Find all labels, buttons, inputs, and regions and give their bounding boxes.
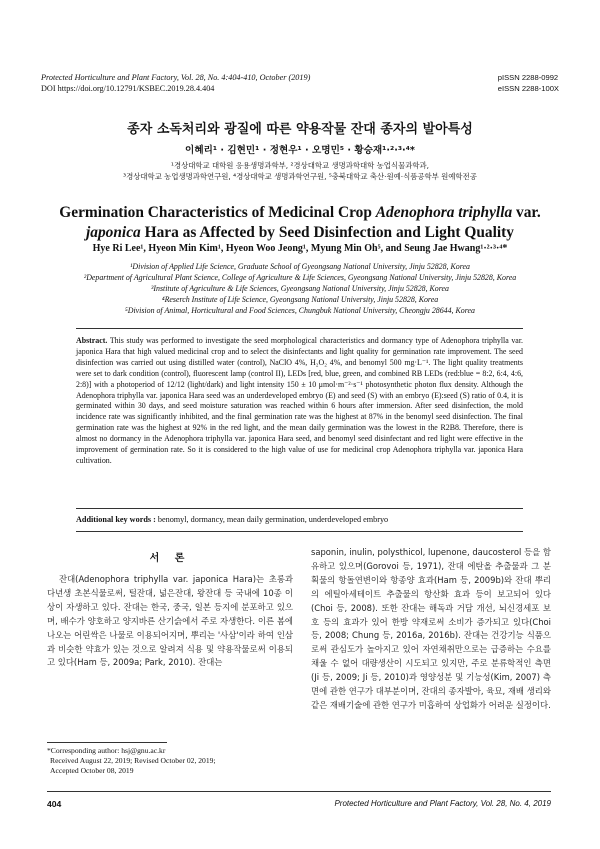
korean-title: 종자 소독처리와 광질에 따른 약용작물 잔대 종자의 발아특성 (127, 122, 473, 137)
footer-journal: Protected Horticulture and Plant Factory, Vol. 28, No. 4, 2019 (334, 799, 551, 808)
footnote (47, 746, 307, 776)
english-affiliation-4: ⁴Reserch Institute of Life Science, Gyeongsang National University, Jinju 52828, Korea (161, 295, 439, 304)
english-affiliation-2: ²Department of Agricultural Plant Science, College of Agriculture & Life Sciences, Gyeongsang National University, Jinju 52828, Korea (83, 273, 517, 282)
korean-affiliation-2: ³경상대학교 농업생명과학연구원, ⁴경상대학교 생명과학연구원, ⁵충북대학교 축산·원예·식품공학부 원예학전공 (123, 172, 477, 181)
journal-line: Protected Horticulture and Plant Factory, Vol. 28, No. 4:404-410, October (2019) (41, 73, 311, 82)
footer-rule (47, 791, 551, 792)
korean-affiliation-1: ¹경상대학교 대학원 응용생명과학부, ²경상대학교 생명과학대학 농업식물과학과, (171, 161, 429, 170)
body-column-right: saponin, inulin, polysthicol, lupenone, daucosterol 등을 함유하고 있으며(Gorovoi 등, 1971), 잔대 에탄올 추출물과 그 분획물의 항돌연변이와 항종양 효과(Ham 등, 2009b)와 잔대 뿌리의 에틸아세테이트 추출물의 항산화 효과 등이 보고되어 있다(Choi 등, 2008). 또한 잔대는 해독과 거담 개선, 뇌신경세포 보호 등의 효과가 있어 한방 약재로써 소비가 증가되고 있다(Choi 등, 2008; Chung 등, 2016a, 2016b). 잔대는 건강기능 식품으로써 관심도가 높아지고 있어 자연채취만으로는 급증하는 수요를 채울 수 없어 대량생산이 시도되고 있지만, 주로 분류학적인 측면(Ji 등, 2009; Ji 등, 2010)과 영양성분 및 기능성(Kim, 2007) 측면에 관한 연구가 대부분이며, 잔대의 종자발아, 육묘, 재배 생리와 같은 재배기술에 관한 연구가 미흡하여 상업화가 어려운 실정이다. (311, 547, 551, 710)
issn-block (498, 72, 559, 94)
title-species-2: japonica (86, 224, 141, 241)
keywords-label: Additional key words : (76, 515, 156, 524)
keywords-text: benomyl, dormancy, mean daily germination, underdeveloped embryo (155, 515, 389, 524)
abstract-text: This study was performed to investigate the seed morphological characteristics and dormancy type of Adenophora triphylla var. japonica Hara that high valued medicinal crop and to select the disinfectants and light quality for germination rate improvement. The seed disinfection was carried out using distilled water (control), NaClO 4%, H₂O₂ 4%, and benomyl 500 mg·L⁻¹. The light quality treatments were set to dark condition (control), fluorescent lamp (control II), LEDs [red, blue, green, and combined RB LEDs (red:blue = 8:2, 6:4, 4:6, 2:8)] with a photoperiod of 12/12 (light/dark) and light intensity 150 ± 10 μmol·m⁻²·s⁻¹ photosynthetic photon flux density. Although the Adenophora triphylla var. japonica Hara seed was an underdeveloped embryo (E) and seed (S) with an embryo (E):seed (S) ratio of 0.4, it is germinated within 30 days, and seed moisture saturation was reached within 6 hours after immersion. After seed disinfection, the mold incidence rate was significantly inhibited, and the final germination rate was the highest at 87% in the benomyl seed disinfection. The final germination rate was the highest at 92% in the red light, and the mean daily germination was the lowest in the R2B8. Therefore, there is almost no dormancy in the Adenophora triphylla var. japonica Hara seed, and benomyl seed disinfectant and red light were effective in the improvement of germination rate. So it is considered to the high value of use for medicinal crop Adenophora triphylla var. japonica Hara cultivation. (76, 336, 523, 465)
title-part-2: Hara as Affected by Seed Disinfection and Light Quality (140, 224, 514, 241)
eissn: eISSN 2288-100X (497, 84, 559, 93)
keywords (76, 515, 523, 524)
accepted-date: Accepted October 08, 2019 (50, 766, 134, 775)
corresponding-author[interactable]: *Corresponding author: hsj@gnu.ac.kr (47, 746, 166, 755)
footnote-rule (47, 742, 167, 743)
keywords-bottom-rule (76, 531, 523, 532)
body-column-left: 잔대(Adenophora triphylla var. japonica Hara)는 초롱과 다년생 초본식물로써, 털잔대, 넓은잔대, 왕잔대 등 국내에 10종 이상이 자생하고 있다. 잔대는 한국, 중국, 일본 등지에 분포하고 있으며, 배수가 양호하고 양지바른 산기슭에서 주로 자생한다. 이른 봄에 나오는 어린싹은 나물로 이용되어지며, 뿌리는 '사삼'이라 하여 인삼과 비슷한 약효가 있는 것으로 알려져 식용 및 약용작물로써 이용되고 있다(Ham 등, 2009a; Park, 2010). 잔대는 (47, 574, 293, 668)
title-species-1: Adenophora triphylla (375, 204, 513, 221)
abstract-bottom-rule (76, 508, 523, 509)
english-affiliation-5: ⁵Division of Animal, Horticultural and Food Sciences, Chungbuk National University, Cheongju 28644, Korea (125, 306, 475, 315)
korean-authors: 이혜리¹ · 김현민¹ · 정현우¹ · 오명민⁵ · 황승재¹·²·³·⁴* (185, 145, 415, 156)
english-title (40, 203, 560, 243)
abstract-label: Abstract. (76, 336, 108, 345)
received-date: Received August 22, 2019; Revised October 02, 2019; (50, 756, 216, 765)
doi-line[interactable]: DOI https://doi.org/10.12791/KSBEC.2019.28.4.404 (41, 84, 215, 93)
section-heading-introduction: 서 론 (149, 553, 191, 564)
pissn: pISSN 2288-0992 (497, 73, 559, 82)
english-affiliation-3: ³Institute of Agriculture & Life Sciences, Gyeongsang National University, Jinju 52828, Korea (151, 284, 449, 293)
page-number: 404 (47, 799, 62, 809)
abstract-top-rule (76, 328, 523, 329)
journal-header (41, 72, 310, 94)
abstract (76, 336, 523, 467)
title-part-1: Germination Characteristics of Medicinal Crop (59, 204, 376, 221)
title-var: var. (512, 204, 541, 221)
english-affiliation-1: ¹Division of Applied Life Science, Graduate School of Gyeongsang National University, Jinju 52828, Korea (130, 262, 470, 271)
english-authors: Hye Ri Lee¹, Hyeon Min Kim¹, Hyeon Woo Jeong¹, Myung Min Oh⁵, and Seung Jae Hwang¹·²·³·⁴* (92, 243, 508, 254)
